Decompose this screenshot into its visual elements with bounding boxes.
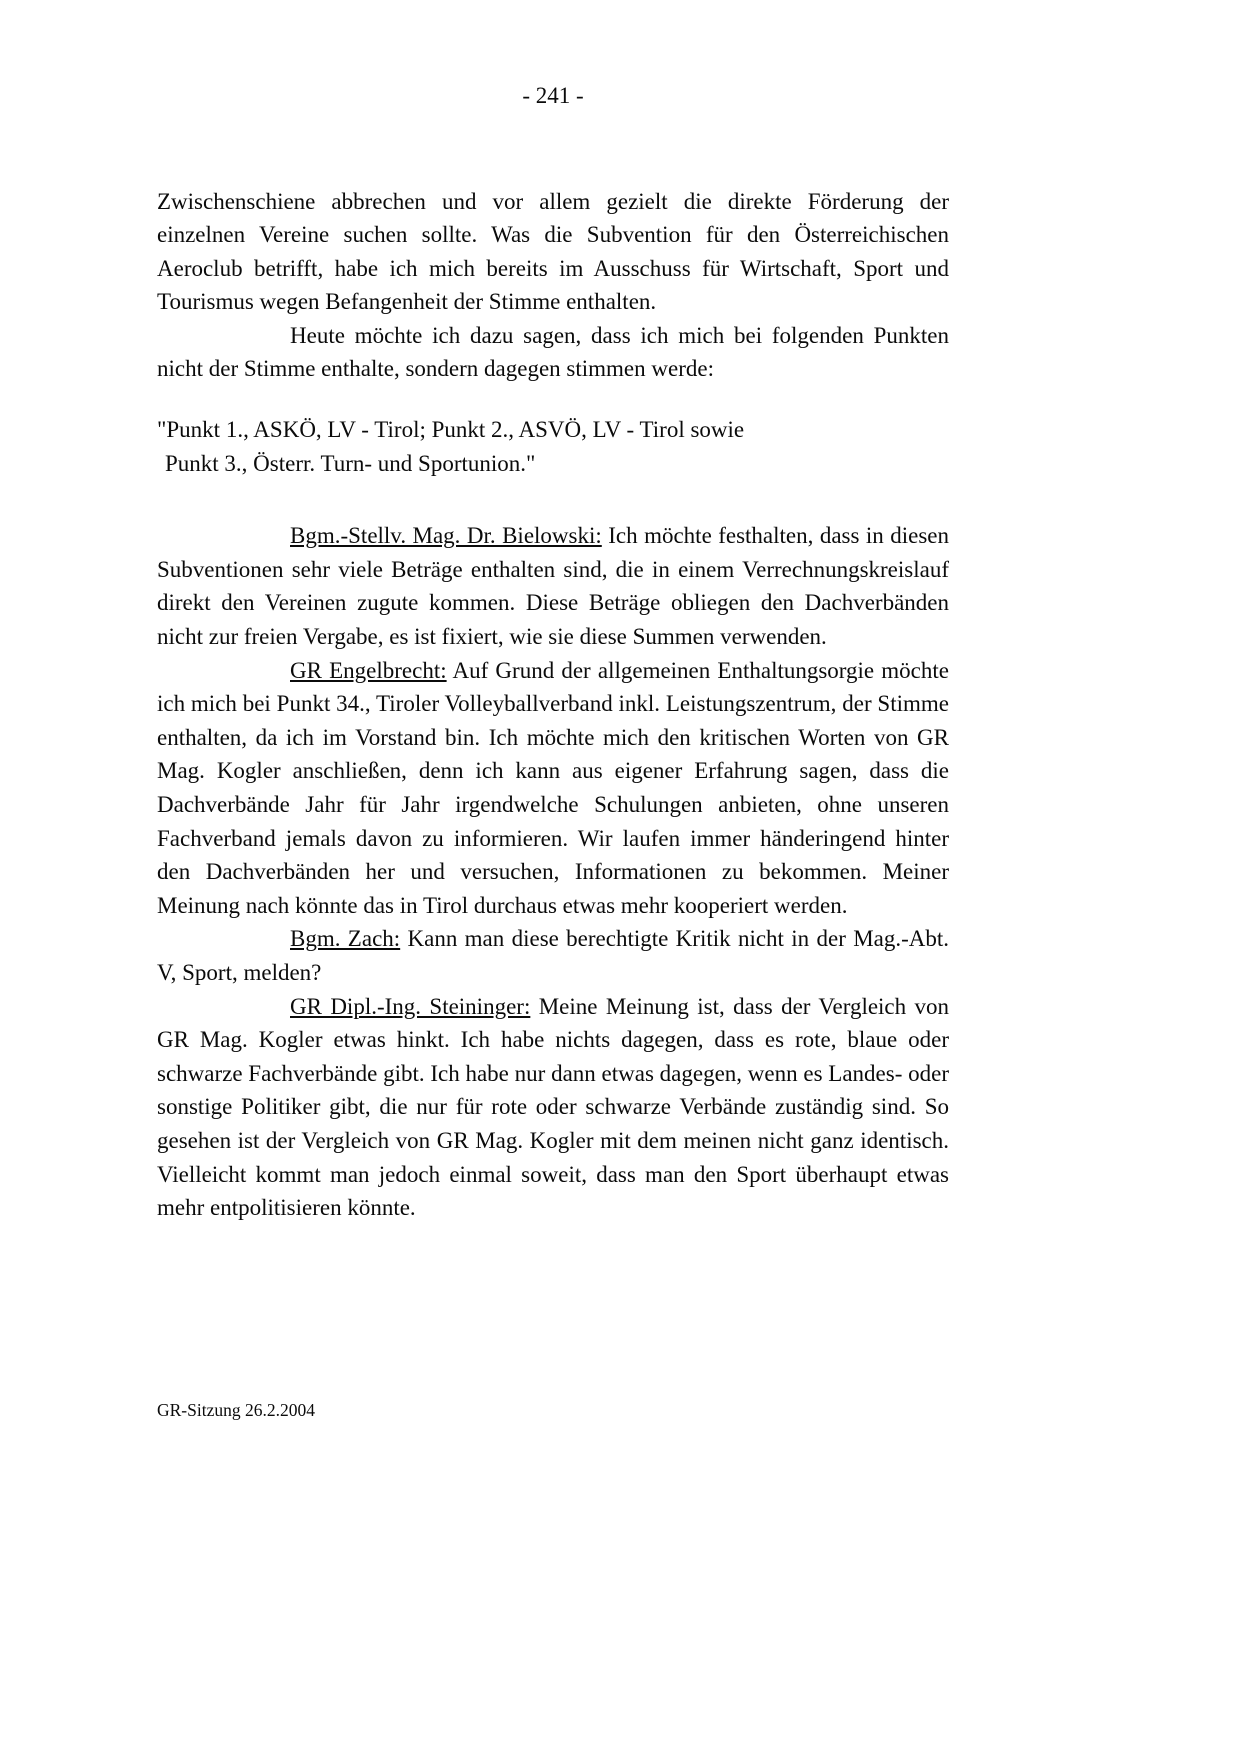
speech-text: Meine Meinung ist, dass der Vergleich von GR Mag. Kogler etwas hinkt. Ich habe nichts dagegen, dass es rote, blaue oder schwarze Fachverbände gibt. Ich habe nur dann etwas dagegen, wenn es Landes- oder sonstige Politiker gibt, die nur für rote oder schwarze Verbände zuständig sind. So gesehen ist der Vergleich von GR Mag. Kogler mit dem meinen nicht ganz identisch. Vielleicht kommt man jedoch einmal soweit, dass man den Sport überhaupt etwas mehr entpolitisieren könnte.	[157, 993, 950, 1221]
document-page	[157, 0, 949, 1225]
paragraph-speech-bielowski	[157, 519, 949, 653]
speaker-name: GR Dipl.-Ing. Steininger:	[290, 993, 531, 1019]
speech-text: Kann man diese berechtigte Kritik nicht in der Mag.-Abt. V, Sport, melden?	[157, 926, 950, 985]
page-number: - 241 -	[522, 83, 584, 108]
speaker-name: Bgm.-Stellv. Mag. Dr. Bielowski:	[290, 523, 602, 549]
quote-line: "Punkt 1., ASKÖ, LV - Tirol; Punkt 2., ASVÖ, LV - Tirol sowie	[157, 417, 745, 443]
paragraph: Zwischenschiene abbrechen und vor allem gezielt die direkte Förderung der einzelnen Vereine suchen sollte. Was die Subvention für den Österreichischen Aeroclub betrifft, habe ich mich bereits im Ausschuss für Wirtschaft, Sport und Tourismus wegen Befangenheit der Stimme enthalten.	[157, 188, 949, 315]
paragraph-speech-zach	[157, 922, 949, 989]
paragraph-speech-steininger	[157, 990, 949, 1225]
page-footer: GR-Sitzung 26.2.2004	[157, 1400, 315, 1420]
paragraph: Heute möchte ich dazu sagen, dass ich mich bei folgenden Punkten nicht der Stimme enthalte, sondern dagegen stimmen werde:	[157, 322, 949, 382]
quote-line: Punkt 3., Österr. Turn- und Sportunion."	[165, 450, 536, 476]
speech-text: Auf Grund der allgemeinen Enthaltungsorgie möchte ich mich bei Punkt 34., Tiroler Volleyballverband inkl. Leistungszentrum, der Stimme enthalten, da ich im Vorstand bin. Ich möchte mich den kritischen Worten von GR Mag. Kogler anschließen, denn ich kann aus eigener Erfahrung sagen, dass die Dachverbände Jahr für Jahr irgendwelche Schulungen anbieten, ohne unseren Fachverband jemals davon zu informieren. Wir laufen immer händeringend hinter den Dachverbänden her und versuchen, Informationen zu bekommen. Meiner Meinung nach könnte das in Tirol durchaus etwas mehr kooperiert werden.	[157, 657, 949, 918]
paragraph-speech-engelbrecht	[157, 654, 949, 923]
speech-text: Ich möchte festhalten, dass in diesen Subventionen sehr viele Beträge enthalten sind, die in einem Verrechnungskreislauf direkt den Vereinen zugute kommen. Diese Beträge obliegen den Dachverbänden nicht zur freien Vergabe, es ist fixiert, wie sie diese Summen verwenden.	[157, 523, 950, 650]
speaker-name: Bgm. Zach:	[290, 926, 401, 952]
quote-block	[157, 413, 949, 480]
speaker-name: GR Engelbrecht:	[290, 657, 447, 683]
